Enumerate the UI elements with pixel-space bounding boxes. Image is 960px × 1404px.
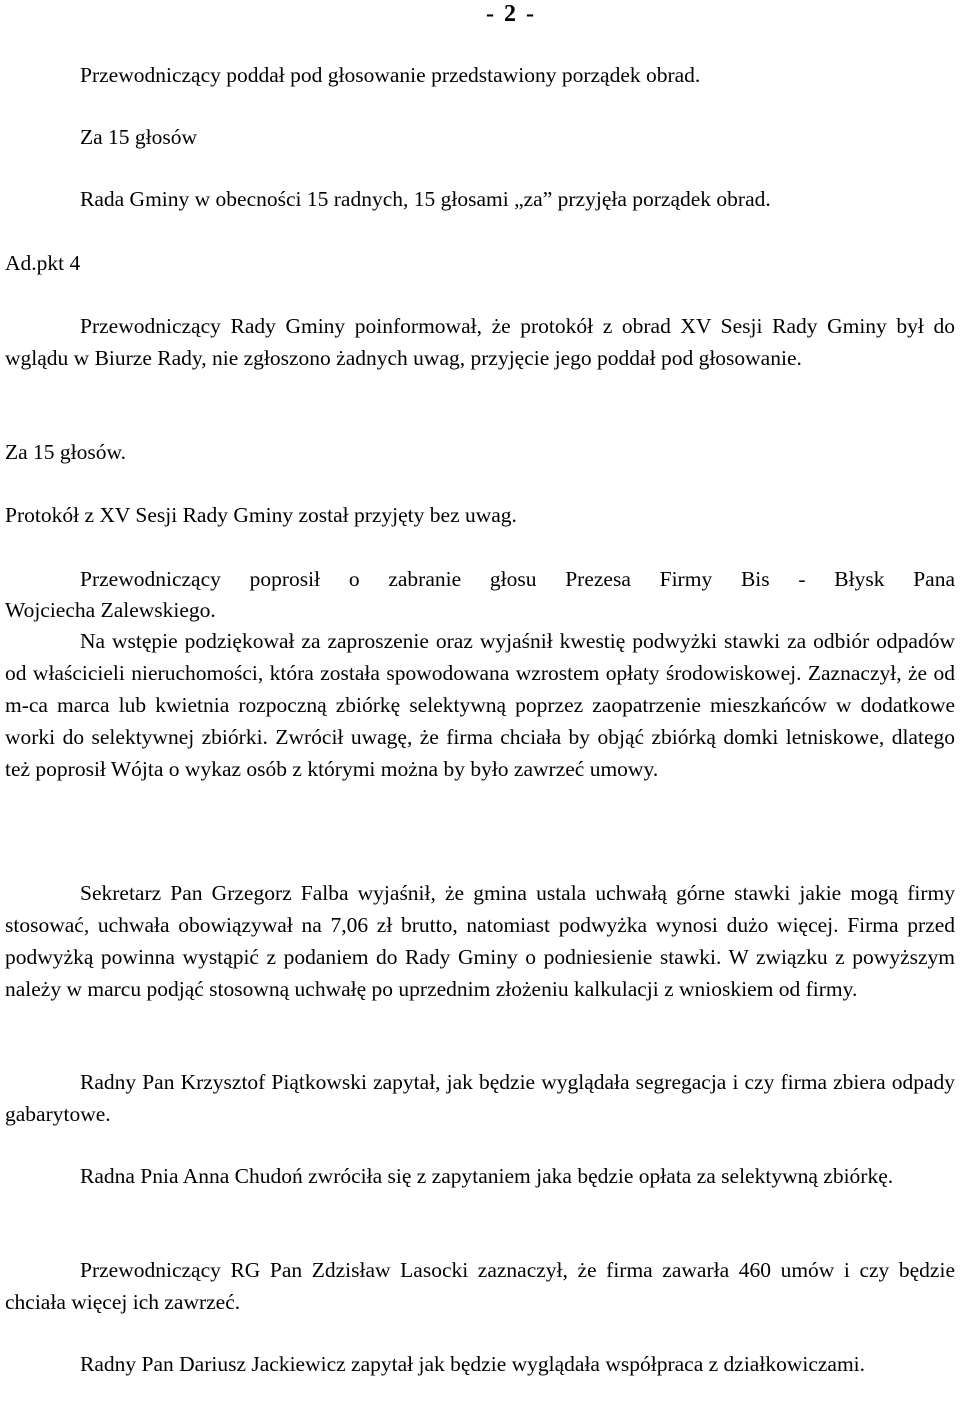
request-paragraph-line-1: Przewodniczący poprosił o zabranie głosu Prezesa Firmy Bis - Błysk Pana [80, 567, 955, 591]
agenda-adoption-text: Rada Gminy w obecności 15 radnych, 15 głosami „za” przyjęła porządek obrad. [80, 187, 771, 211]
page-number: - 2 - [486, 1, 536, 27]
vote-intro-text: Przewodniczący poddał pod głosowanie przedstawiony porządek obrad. [80, 63, 701, 87]
secretary-statement-paragraph: Sekretarz Pan Grzegorz Falba wyjaśnił, że gmina ustala uchwałą górne stawki jakie mogą firmy stosować, uchwała obowiązywał na 7,06 zł brutto, natomiast podwyżka wynosi dużo więcej. Firma przed podwyżką powinna wystąpić z podaniem do Rady Gminy o podniesienie stawki. W związku z powyższym należy w marcu podjąć stosowną uchwałę po uprzednim złożeniu kalkulacji z wnioskiem od firmy. [5, 881, 955, 1001]
votes-count-1: Za 15 głosów [80, 125, 198, 149]
chudon-question-paragraph: Radna Pnia Anna Chudoń zwróciła się z zapytaniem jaka będzie opłata za selektywną zbiórkę. [80, 1164, 894, 1188]
piatkowski-question-paragraph: Radny Pan Krzysztof Piątkowski zapytał, jak będzie wyglądała segregacja i czy firma zbiera odpady gabarytowe. [5, 1070, 955, 1126]
section-heading: Ad.pkt 4 [5, 251, 81, 275]
jackiewicz-question-paragraph: Radny Pan Dariusz Jackiewicz zapytał jak będzie wyglądała współpraca z działkowiczami. [80, 1352, 866, 1376]
protocol-adopted-text: Protokół z XV Sesji Rady Gminy został przyjęty bez uwag. [5, 503, 517, 527]
request-paragraph-line-2: Wojciecha Zalewskiego. [5, 598, 216, 622]
lasocki-statement-paragraph: Przewodniczący RG Pan Zdzisław Lasocki zaznaczył, że firma zawarła 460 umów i czy będzie chciała więcej ich zawrzeć. [5, 1258, 955, 1314]
protocol-info-paragraph: Przewodniczący Rady Gminy poinformował, że protokół z obrad XV Sesji Rady Gminy był do wglądu w Biurze Rady, nie zgłoszono żadnych uwag, przyjęcie jego poddał pod głosowanie. [5, 314, 955, 370]
president-statement-paragraph: Na wstępie podziękował za zaproszenie oraz wyjaśnił kwestię podwyżki stawki za odbiór odpadów od właścicieli nieruchomości, która została spowodowana wzrostem opłaty środowiskowej. Zaznaczył, że od m-ca marca lub kwietnia rozpoczną zbiórkę selektywną poprzez zaopatrzenie mieszkańców w dodatkowe worki do selektywnej zbiórki. Zwrócił uwagę, że firma chciała by objąć zbiórką domki letniskowe, dlatego też poprosił Wójta o wykaz osób z którymi można by było zawrzeć umowy. [5, 629, 955, 781]
votes-count-2: Za 15 głosów. [5, 440, 127, 464]
